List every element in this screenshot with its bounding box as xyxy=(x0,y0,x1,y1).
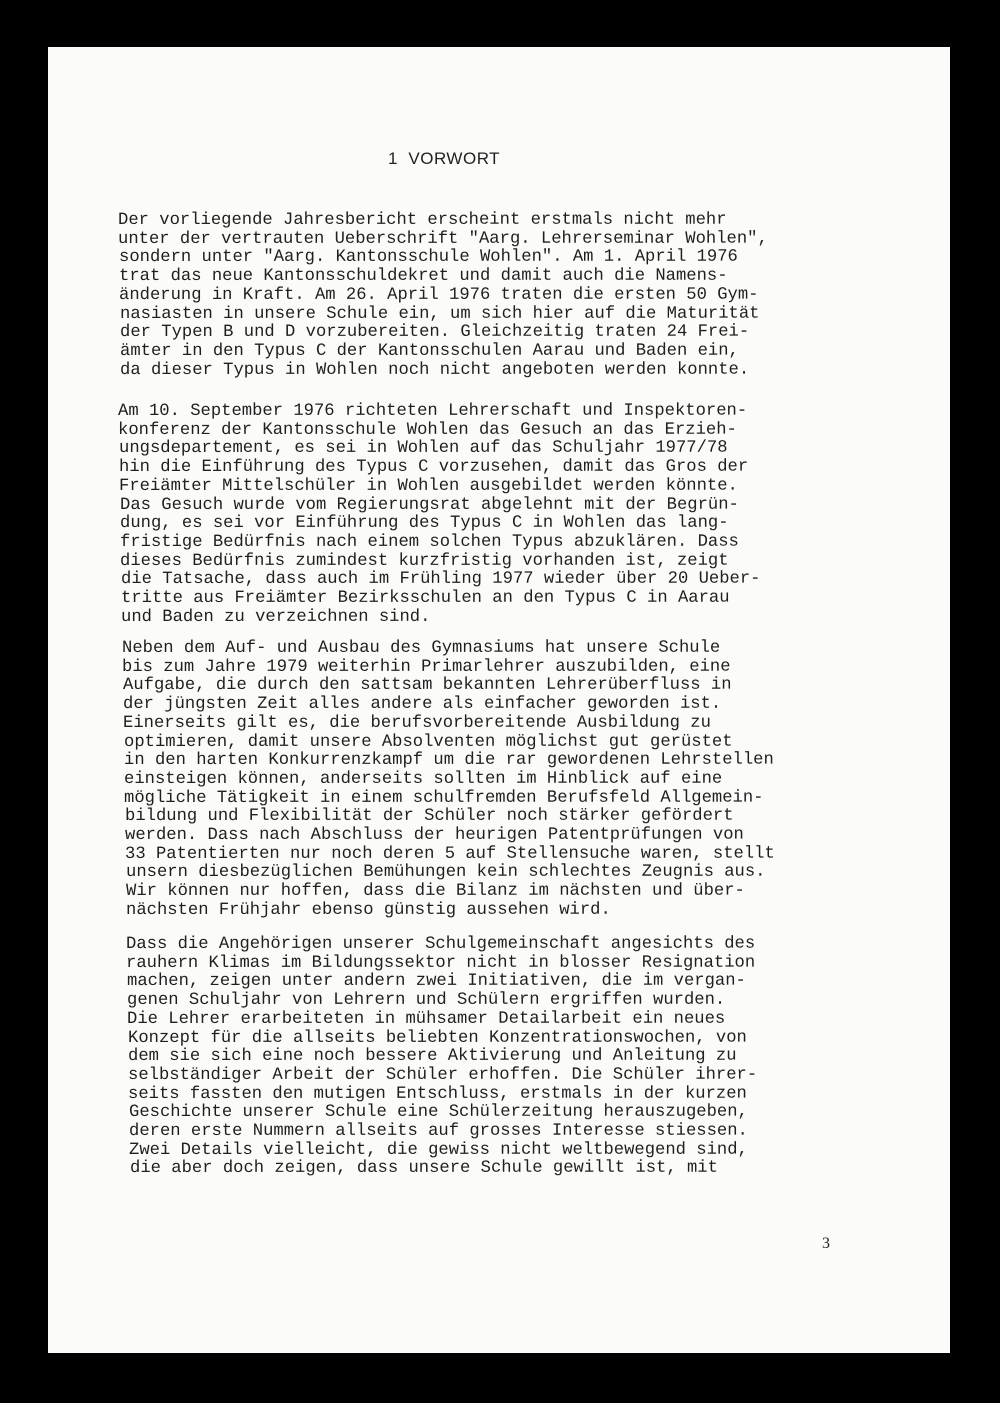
text-line: Das Gesuch wurde vom Regierungsrat abgelehnt mit der Begrün- xyxy=(119,495,739,515)
text-line: genen Schuljahr von Lehrern und Schülern ergriffen wurden. xyxy=(126,990,726,1011)
text-line: der Typen B und D vorzubereiten. Gleichzeitig traten 24 Frei- xyxy=(119,322,749,343)
text-line: nasiasten in unsere Schule ein, um sich hier auf die Maturität xyxy=(119,304,759,324)
text-line: die Tatsache, dass auch im Frühling 1977 wieder über 20 Ueber- xyxy=(120,569,761,590)
text-line: Zwei Details vielleicht, die gewiss nicht weltbewegend sind, xyxy=(129,1140,749,1160)
text-line: Freiämter Mittelschüler in Wohlen ausgebildet werden könnte. xyxy=(119,476,739,496)
text-line: selbständiger Arbeit der Schüler erhoffen. Die Schüler ihrer- xyxy=(128,1065,758,1085)
text-line: sondern unter "Aarg. Kantonsschule Wohlen". Am 1. April 1976 xyxy=(118,248,738,268)
text-line: 33 Patentierten nur noch deren 5 auf Stellensuche waren, stellt xyxy=(125,844,776,864)
text-line: trat das neue Kantonsschuldekret und damit auch die Namens- xyxy=(118,266,728,287)
text-line: die aber doch zeigen, dass unsere Schule gewillt ist, mit xyxy=(129,1159,718,1179)
text-line: dieses Bedürfnis zumindest kurzfristig vorhanden ist, zeigt xyxy=(120,551,729,571)
text-line: der jüngsten Zeit alles andere als einfacher geworden ist. xyxy=(122,694,722,715)
section-heading: 1 VORWORT xyxy=(388,149,501,168)
text-line: machen, zeigen unter andern zwei Initiativen, die im vergan- xyxy=(126,972,746,992)
text-line: Neben dem Auf- und Ausbau des Gymnasiums hat unsere Schule xyxy=(121,638,721,658)
text-line: Einerseits gilt es, die berufsvorbereitende Ausbildung zu xyxy=(123,713,712,733)
text-line: ämter in den Typus C der Kantonsschulen Aarau und Baden ein, xyxy=(120,341,739,361)
text-line: in den harten Konkurrenzkampf um die rar gewordenen Lehrstellen xyxy=(123,750,774,771)
text-line: deren erste Nummern allseits auf grosses Interesse stiessen. xyxy=(128,1121,748,1141)
text-line: Geschichte unserer Schule eine Schülerzeitung herauszugeben, xyxy=(128,1102,748,1123)
text-line: Am 10. September 1976 richteten Lehrerschaft und Inspektoren- xyxy=(117,401,748,421)
text-line: Dass die Angehörigen unserer Schulgemeinschaft angesichts des xyxy=(125,934,756,954)
text-line: konferenz der Kantonsschule Wohlen das Gesuch an das Erzieh- xyxy=(118,420,738,440)
text-line: ungsdepartement, es sei in Wohlen auf das Schuljahr 1977/78 xyxy=(118,439,728,459)
text-line: unter der vertrauten Ueberschrift "Aarg. Lehrerseminar Wohlen", xyxy=(118,229,769,249)
text-line: bildung und Flexibilität der Schüler noch stärker gefördert xyxy=(124,806,734,827)
text-line: änderung in Kraft. Am 26. April 1976 traten die ersten 50 Gym- xyxy=(119,285,759,305)
text-line: werden. Dass nach Abschluss der heurigen Patentprüfungen von xyxy=(124,825,744,845)
document-page xyxy=(48,47,950,1353)
text-line: bis zum Jahre 1979 weiterhin Primarlehrer auszubilden, eine xyxy=(122,657,731,677)
page-number: 3 xyxy=(822,1235,830,1252)
text-line: einsteigen können, anderseits sollten im Hinblick auf eine xyxy=(124,769,723,789)
text-line: seits fassten den mutigen Entschluss, erstmals in der kurzen xyxy=(128,1084,748,1104)
text-line: mögliche Tätigkeit in einem schulfremden Berufsfeld Allgemein- xyxy=(124,788,764,808)
text-line: Der vorliegende Jahresbericht erscheint erstmals nicht mehr xyxy=(117,210,727,230)
text-line: Konzept für die allseits beliebten Konzentrationswochen, von xyxy=(127,1028,747,1048)
text-line: dung, es sei vor Einführung des Typus C in Wohlen das lang- xyxy=(119,513,729,534)
text-line: hin die Einführung des Typus C vorzusehen, damit das Gros der xyxy=(118,457,749,478)
text-line: fristige Bedürfnis nach einem solchen Typus abzuklären. Dass xyxy=(120,532,739,552)
text-line: Wir können nur hoffen, dass die Bilanz im nächsten und über- xyxy=(125,881,745,902)
text-line: tritte aus Freiämter Bezirksschulen an den Typus C in Aarau xyxy=(120,588,730,608)
text-line: da dieser Typus in Wohlen noch nicht angeboten werden konnte. xyxy=(120,360,750,380)
text-line: optimieren, damit unsere Absolventen möglichst gut gerüstet xyxy=(123,732,733,752)
text-line: nächsten Frühjahr ebenso günstig aussehen wird. xyxy=(126,900,611,920)
text-line: Die Lehrer erarbeiteten in mühsamer Detailarbeit ein neues xyxy=(127,1009,726,1029)
text-line: unsern diesbezüglichen Bemühungen kein schlechtes Zeugnis aus. xyxy=(125,863,766,883)
text-line: dem sie sich eine noch bessere Aktivierung und Anleitung zu xyxy=(127,1046,737,1067)
text-line: rauhern Klimas im Bildungssektor nicht in blosser Resignation xyxy=(126,953,756,973)
text-line: und Baden zu verzeichnen sind. xyxy=(121,607,431,627)
text-line: Aufgabe, die durch den sattsam bekannten Lehrerüberfluss in xyxy=(122,676,732,696)
